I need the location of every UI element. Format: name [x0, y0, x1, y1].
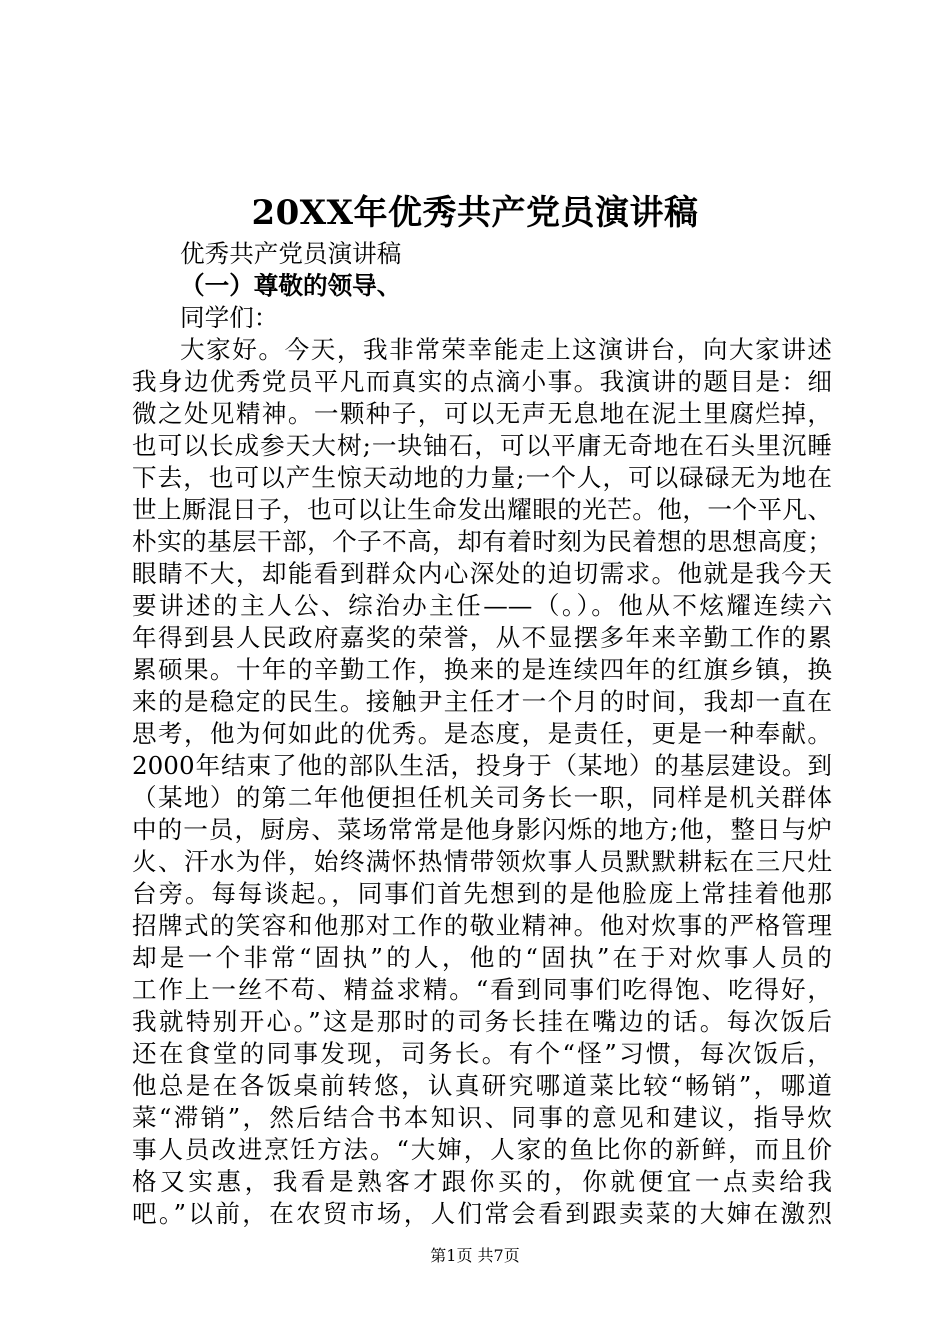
- body-line: 工作上一丝不苟、精益求精。“看到同事们吃得饱、吃得好，: [132, 975, 832, 1004]
- body-line: 思考，他为何如此的优秀。是态度，是责任，更是一种奉献。: [132, 719, 832, 748]
- body-line: 来的是稳定的民生。接触尹主任才一个月的时间，我却一直在: [132, 687, 832, 716]
- body-line: 格又实惠，我看是熟客才跟你买的，你就便宜一点卖给我: [132, 1167, 832, 1196]
- page-footer: 第1页 共7页: [430, 1246, 520, 1265]
- body-line: 招牌式的笑容和他那对工作的敬业精神。他对炊事的严格管理: [132, 911, 832, 940]
- body-line: 眼睛不大，却能看到群众内心深处的迫切需求。他就是我今天: [132, 559, 832, 588]
- body-line: 还在食堂的同事发现，司务长。有个“怪”习惯，每次饭后，: [132, 1039, 832, 1068]
- body-line: （某地）的第二年他便担任机关司务长一职，同样是机关群体: [132, 783, 832, 812]
- body-line: 微之处见精神。一颗种子，可以无声无息地在泥土里腐烂掉，: [132, 399, 832, 428]
- body-line: 菜“滞销”，然后结合书本知识、同事的意见和建议，指导炊: [132, 1103, 832, 1132]
- body-line: 我身边优秀党员平凡而真实的点滴小事。我演讲的题目是：细: [132, 367, 832, 396]
- body-line: 吧。”以前，在农贸市场，人们常会看到跟卖菜的大婶在激烈: [132, 1199, 832, 1228]
- body-line: 事人员改进烹饪方法。“大婶，人家的鱼比你的新鲜，而且价: [132, 1135, 832, 1164]
- body-line: 年得到县人民政府嘉奖的荣誉，从不显摆多年来辛勤工作的累: [132, 623, 832, 652]
- body-line: 累硕果。十年的辛勤工作，换来的是连续四年的红旗乡镇，换: [132, 655, 832, 684]
- document-subtitle: 优秀共产党员演讲稿: [180, 239, 402, 268]
- body-line: 中的一员，厨房、菜场常常是他身影闪烁的地方;他，整日与炉: [132, 815, 832, 844]
- body-line: 朴实的基层干部，个子不高，却有着时刻为民着想的思想高度；: [132, 527, 832, 556]
- body-line: 下去，也可以产生惊天动地的力量;一个人，可以碌碌无为地在: [132, 463, 832, 492]
- body-line: 他总是在各饭桌前转悠，认真研究哪道菜比较“畅销”，哪道: [132, 1071, 832, 1100]
- body-line: 也可以长成参天大树;一块铀石，可以平庸无奇地在石头里沉睡: [132, 431, 832, 460]
- section-heading: （一）尊敬的领导、: [180, 271, 402, 300]
- body-line: 台旁。每每谈起。，同事们首先想到的是他脸庞上常挂着他那: [132, 879, 832, 908]
- body-line: 2000年结束了他的部队生活，投身于（某地）的基层建设。到: [132, 751, 832, 780]
- document-title: 20XX年优秀共产党员演讲稿: [251, 193, 699, 233]
- salutation: 同学们：: [180, 303, 279, 332]
- body-line: 要讲述的主人公、综治办主任——（。）。他从不炫耀连续六: [132, 591, 832, 620]
- body-line: 我就特别开心。”这是那时的司务长挂在嘴边的话。每次饭后: [132, 1007, 832, 1036]
- body-line: 火、汗水为伴，始终满怀热情带领炊事人员默默耕耘在三尺灶: [132, 847, 832, 876]
- body-line: 世上厮混日子，也可以让生命发出耀眼的光芒。他，一个平凡、: [132, 495, 832, 524]
- body-line: 大家好。今天，我非常荣幸能走上这演讲台，向大家讲述: [180, 335, 832, 364]
- body-line: 却是一个非常“固执”的人，他的“固执”在于对炊事人员的: [132, 943, 832, 972]
